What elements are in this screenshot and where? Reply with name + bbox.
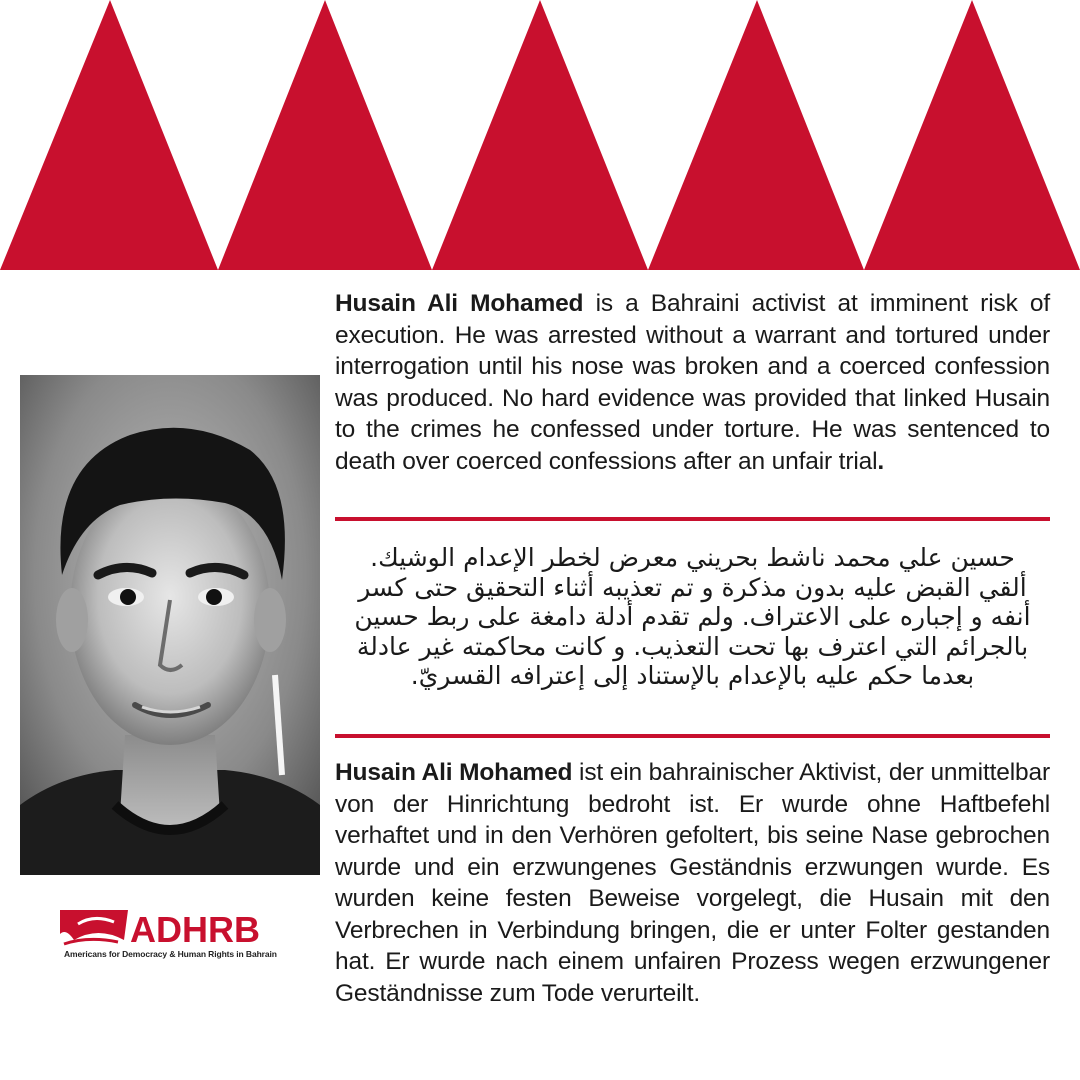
german-body: ist ein bahrainischer Aktivist, der unmittelbar von der Hinrichtung bedroht ist. Er wurde ohne Haftbefehl verhaftet und in den Verhören gefoltert, bis seine Nase gebrochen wurde und ein erzwungenes Geständnis erzwungen wurde. Es wurden keine festen Beweise vorgelegt, die Husain mit den Verbrechen in Verbindung bringen, die er unter Folter gestanden hat. Er wurde nach einem unfairen Prozess wegen erzwungener Geständnisse zum Tode verurteilt. [335, 759, 1050, 1007]
german-name: Husain Ali Mohamed [335, 759, 573, 786]
divider-rule [335, 734, 1050, 738]
dove-icon [60, 910, 128, 940]
arabic-line: ألقي القبض عليه بدون مذكرة و تم تعذيبه أثناء التحقيق حتى كسر [358, 572, 1027, 602]
german-paragraph [335, 757, 1050, 1009]
english-name: Husain Ali Mohamed [335, 290, 584, 317]
english-end: . [877, 447, 885, 475]
portrait-photo [20, 375, 320, 875]
arabic-line: بعدما حكم عليه بالإعدام بالإستناد إلى إعترافه القسريّ. [410, 661, 975, 690]
arabic-line: بالجرائم التي اعترف بها تحت التعذيب. و كانت محاكمته غير عادلة [356, 631, 1029, 661]
bahrain-flag-banner [0, 0, 1080, 270]
arabic-line: أنفه و إجباره على الاعتراف. ولم تقدم أدلة دامغة على ربط حسين [354, 602, 1031, 631]
english-paragraph [335, 288, 1050, 477]
english-body: is a Bahraini activist at imminent risk of execution. He was arrested without a warrant and tortured under interrogation until his nose was broken and a coerced confession was produced. No hard evidence was provided that linked Husain to the crimes he confessed under torture. He was sentenced to death over coerced confessions after an unfair trial [335, 290, 1050, 475]
arabic-paragraph [335, 543, 1050, 691]
arabic-line: حسين علي محمد ناشط بحريني معرض لخطر الإعدام الوشيك. [370, 543, 1015, 572]
divider-rule [335, 517, 1050, 521]
logo-tagline: Americans for Democracy & Human Rights in Bahrain [64, 949, 277, 959]
logo-wordmark: ADHRB [130, 909, 260, 950]
